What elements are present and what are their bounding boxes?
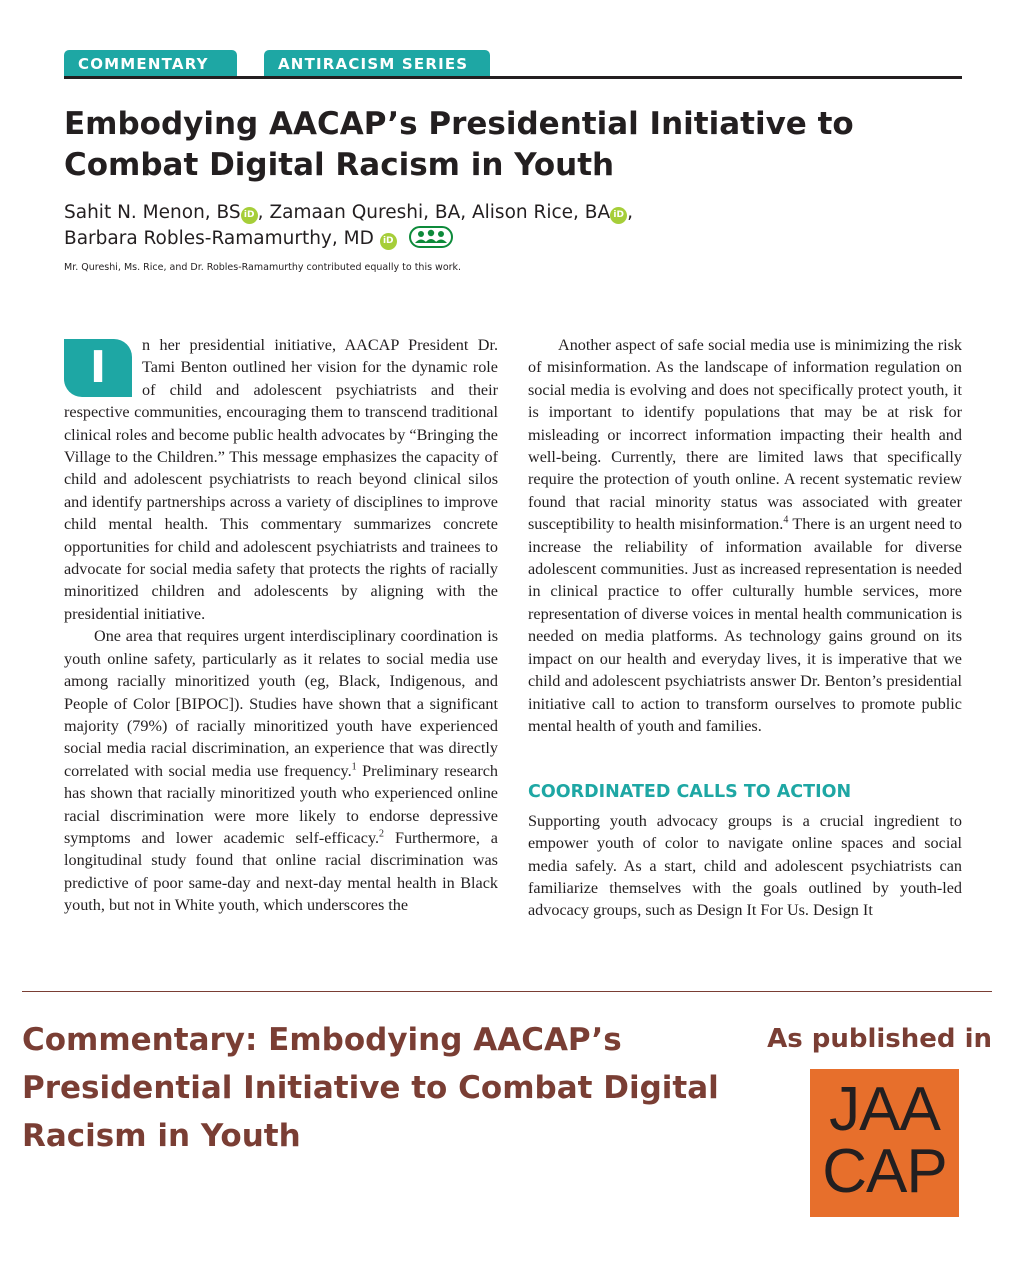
orcid-icon[interactable]: iD: [610, 207, 627, 224]
reference-1[interactable]: 1: [351, 761, 357, 773]
author-name: Alison Rice, BA: [472, 202, 611, 223]
footer-title: Commentary: Embodying AACAP’s Presidential Initiative to Combat Digital Racism in Youth: [22, 1022, 719, 1154]
orcid-icon[interactable]: iD: [380, 233, 397, 250]
commentary-tag: COMMENTARY: [64, 50, 237, 78]
footer-rule: [22, 991, 992, 992]
author-name: Zamaan Qureshi, BA: [269, 202, 461, 223]
paragraph: Supporting youth advocacy groups is a crucial ingredient to empower youth of color to navigate online spaces and social media safely. As a start, child and adolescent psychiatrists can familiarize themselves with the goals outlined by youth-led advocacy groups, such as Design It For Us. Design It: [528, 811, 962, 920]
reference-4[interactable]: 4: [783, 514, 789, 526]
paragraph: One area that requires urgent interdisciplinary coordination is youth online safety, particularly as it relates to social media use among racially minoritized youth (eg, Black, Indigenous, and People of Color [BIPOC]). Studies have shown that a significant majority (79%) of racially minoritized youth have experienced social media racial discrimination, an experience that was directly correlated with social media use frequency.$^1$ Preliminary research has shown that racially minoritized youth who experienced online racial discrimination were more likely to endorse depressive symptoms and lower academic self-efficacy.$^2$ Furthermore, a longitudinal study found that online racial discrimination was predictive of poor same-day and next-day mental health in Black youth, but not in White youth, which underscores the: [64, 627, 499, 915]
header-rule: [64, 76, 962, 79]
group-authorship-icon: [409, 226, 453, 248]
author-name: Sahit N. Menon, BS: [64, 202, 241, 223]
logo-text-top: JAA: [829, 1075, 940, 1144]
jaacap-logo[interactable]: [810, 1069, 959, 1217]
article-title: Embodying AACAP’s Presidential Initiative to Combat Digital Racism in Youth: [64, 106, 854, 183]
published-in-label: As published in: [767, 1024, 992, 1054]
orcid-icon[interactable]: iD: [241, 207, 258, 224]
section-heading: COORDINATED CALLS TO ACTION: [528, 782, 852, 803]
author-name: Barbara Robles-Ramamurthy, MD: [64, 228, 374, 249]
contribution-note: Mr. Qureshi, Ms. Rice, and Dr. Robles-Ramamurthy contributed equally to this work.: [64, 262, 462, 273]
antiracism-series-tag: ANTIRACISM SERIES: [264, 50, 490, 78]
author-list: Sahit N. Menon, BS iD , Zamaan Qureshi, BA, Alison Rice, BA iD , Barbara Robles-Ramamurthy, MD iD: [64, 202, 634, 249]
body-column-left: [64, 334, 498, 917]
body-column-right: [528, 334, 962, 922]
paragraph: I n her presidential initiative, AACAP President Dr. Tami Benton outlined her vision for the dynamic role of child and adolescent psychiatrists and their respective communities, encouraging them to transcend traditional clinical roles and become public health advocates by “Bringing the Village to the Children.” This message emphasizes the capacity of child and adolescent psychiatrists to reach beyond clinical silos and identify partnerships across a variety of disciplines to improve child mental health. This commentary summarizes concrete opportunities for child and adolescent psychiatrists and trainees to advocate for social media safety that protects the rights of racially minoritized children and adolescents by aligning with the presidential initiative.: [64, 336, 498, 623]
reference-2[interactable]: 2: [379, 828, 385, 840]
paragraph: Another aspect of safe social media use is minimizing the risk of misinformation. As the landscape of information regulation on social media is evolving and does not specifically protect youth, it is important to identify populations that may be at risk for misleading or incorrect information impacting their health and well-being. Currently, there are limited laws that specifically require the protection of youth online. A recent systematic review found that racial minority status was associated with greater susceptibility to health misinformation.$^4$ There is an urgent need to increase the reliability of information available for diverse adolescent communities. Just as increased representation is needed in clinical practice to offer culturally humble services, more representation of diverse voices in mental health communication is needed on media platforms. As technology gains ground on its impact on our health and everyday lives, it is imperative that we child and adolescent psychiatrists answer Dr. Benton’s presidential initiative call to action to transform ourselves to promote public mental health of youth and families.: [528, 336, 962, 735]
drop-cap: I: [64, 339, 132, 397]
logo-text-bottom: CAP: [822, 1137, 947, 1206]
